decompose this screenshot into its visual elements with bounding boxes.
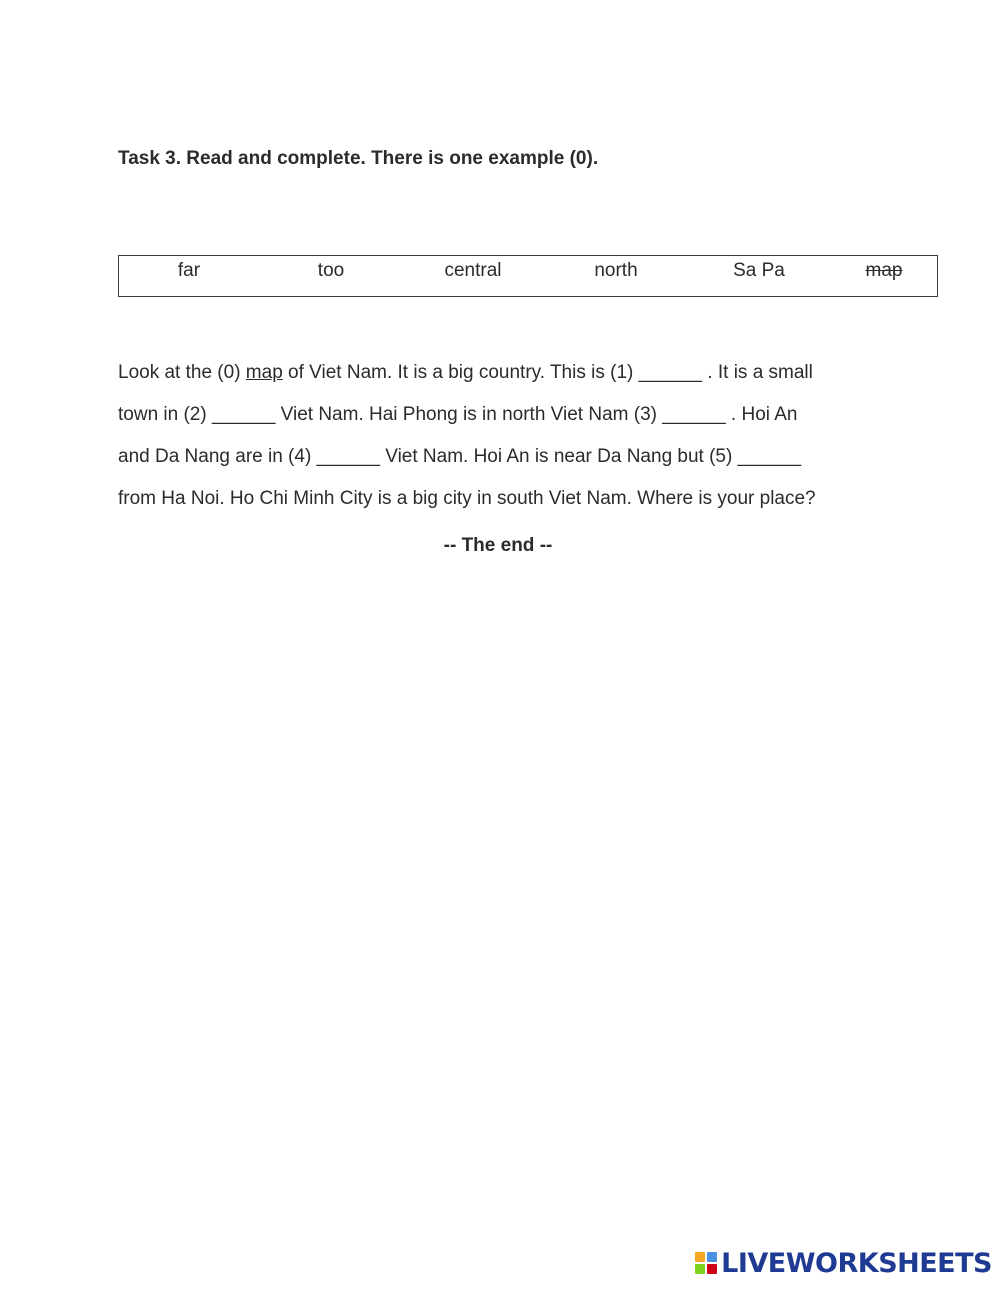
passage-line-1	[118, 352, 918, 394]
task-title: Task 3. Read and complete. There is one example (0).	[118, 148, 599, 169]
liveworksheets-logo-icon	[695, 1252, 717, 1274]
passage-line-4: from Ha Noi. Ho Chi Minh City is a big city in south Viet Nam. Where is your place?	[118, 488, 816, 509]
word-bank-item-map-used-example: map	[865, 260, 903, 281]
logo-square-4	[707, 1264, 717, 1274]
passage-line-3: and Da Nang are in (4) ______ Viet Nam. Hoi An is near Da Nang but (5) ______	[118, 446, 802, 467]
word-bank-item-far: far	[177, 260, 201, 281]
the-end-label: -- The end --	[443, 535, 553, 556]
word-bank-item-central: central	[444, 260, 502, 281]
word-bank-item-too: too	[317, 260, 345, 281]
word-bank-box	[118, 255, 938, 297]
example-answer: map	[245, 362, 283, 383]
passage-line-1-end: of Viet Nam. It is a big country. This is (1) ______ . It is a small	[282, 362, 813, 383]
liveworksheets-logo	[695, 1247, 992, 1279]
liveworksheets-logo-text: LIVEWORKSHEETS	[721, 1247, 992, 1279]
logo-square-2	[707, 1252, 717, 1262]
passage-line-2: town in (2) ______ Viet Nam. Hai Phong is in north Viet Nam (3) ______ . Hoi An	[118, 404, 798, 425]
word-bank-item-sa-pa: Sa Pa	[733, 260, 785, 281]
word-bank-item-north: north	[594, 260, 638, 281]
logo-square-1	[695, 1252, 705, 1262]
reading-passage	[118, 352, 918, 520]
passage-line-1-start: Look at the (0)	[118, 362, 246, 383]
logo-square-3	[695, 1264, 705, 1274]
